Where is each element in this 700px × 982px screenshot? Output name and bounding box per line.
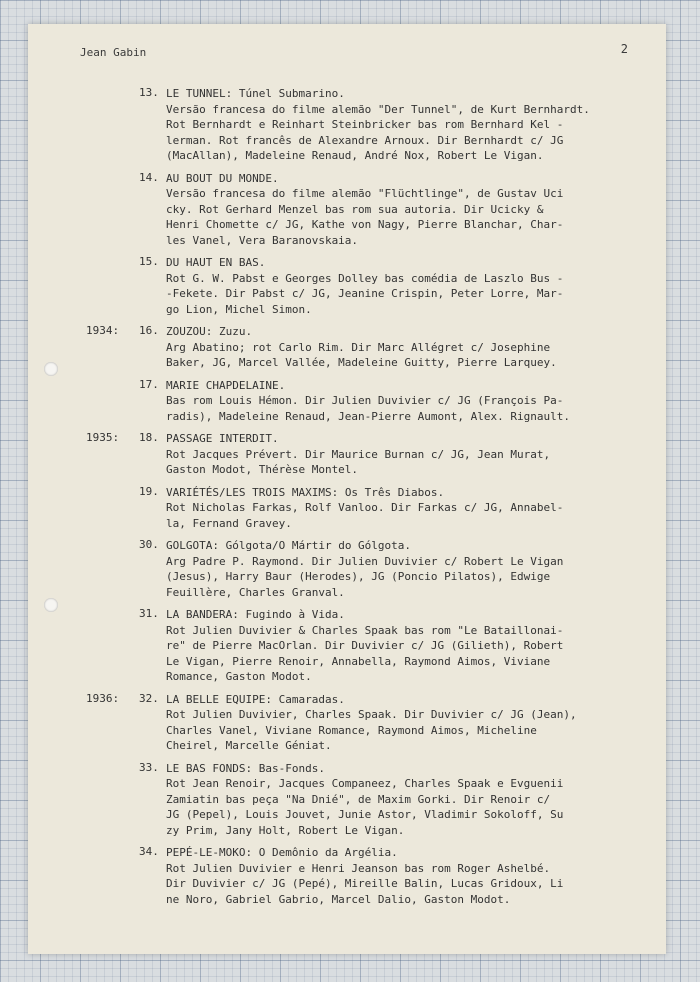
entry-text: Rot Bernhardt e Reinhart Steinbricker bas rom Bernhard Kel - [166, 118, 564, 131]
entry-line [166, 607, 648, 623]
entry-text: Rot G. W. Pabst e Georges Dolley bas comédia de Laszlo Bus - [166, 271, 564, 285]
film-title: PEPÉ-LE-MOKO: [166, 846, 253, 859]
entry-line [166, 876, 648, 892]
entry-text: Cheirel, Marcelle Géniat. [166, 739, 332, 752]
film-translation: Zuzu. [218, 325, 253, 338]
film-title: GOLGOTA: [166, 539, 219, 552]
entry-text: ne Noro, Gabriel Gabrio, Marcel Dalio, Gaston Modot. [166, 892, 511, 906]
entry-line [166, 792, 648, 808]
entry-text: Rot Julien Duvivier & Charles Spaak bas rom "Le Bataillonai- [166, 623, 564, 637]
film-title: AU BOUT DU MONDE. [166, 171, 279, 185]
document-sheet [28, 24, 666, 954]
entry-text: Rot Jean Renoir, Jacques Companeez, Charles Spaak e Evguenii [166, 777, 564, 790]
entry-line [166, 861, 648, 877]
entry-body [166, 761, 648, 839]
entry-line [166, 302, 648, 318]
entry-body [166, 86, 648, 164]
film-title: DU HAUT EN BAS. [166, 256, 266, 269]
entry-text: Rot Jacques Prévert. Dir Maurice Burnan c/ JG, Jean Murat, [166, 447, 551, 461]
film-title: ZOUZOU: [166, 325, 213, 338]
entry-line [166, 186, 648, 202]
entry-text: la, Fernand Gravey. [166, 516, 292, 530]
entry-text: Rot Julien Duvivier, Charles Spaak. Dir Duvivier c/ JG (Jean), [166, 708, 577, 721]
entry-line [166, 707, 648, 723]
film-entry [28, 324, 666, 371]
entry-text: (Jesus), Harry Baur (Herodes), JG (Poncio Pilatos), Edwige [166, 570, 551, 583]
entry-line [166, 638, 648, 654]
entry-number: 15. [139, 255, 159, 268]
film-entry [28, 538, 666, 600]
entry-line [166, 286, 648, 302]
film-title: LE TUNNEL: [166, 87, 233, 100]
entry-body [166, 485, 648, 532]
entry-year: 1935: [86, 431, 120, 444]
entry-body [166, 255, 648, 317]
entry-line [166, 845, 648, 861]
film-entry [28, 761, 666, 839]
film-title: LA BELLE EQUIPE: [166, 692, 272, 706]
entry-line [166, 654, 648, 670]
film-title: VARIÉTÉS/LES TROIS MAXIMS: [166, 485, 339, 499]
entry-number: 31. [139, 607, 159, 620]
film-translation: Os Três Diabos. [344, 485, 445, 499]
entry-line [166, 554, 648, 570]
film-translation: Gólgota/O Mártir do Gólgota. [225, 539, 412, 552]
entry-text: lerman. Rot francês de Alexandre Arnoux. Dir Bernhardt c/ JG [166, 133, 564, 147]
entry-line [166, 148, 648, 164]
entry-line [166, 171, 648, 187]
entry-line [166, 102, 648, 118]
page-number: 2 [620, 42, 628, 56]
entry-text: Dir Duvivier c/ JG (Pepé), Mireille Balin, Lucas Gridoux, Li [166, 877, 564, 890]
entry-line [166, 823, 648, 839]
entry-text: go Lion, Michel Simon. [166, 302, 312, 316]
entry-line [166, 271, 648, 287]
entry-body [166, 607, 648, 685]
entry-text: Versão francesa do filme alemão "Der Tunnel", de Kurt Bernhardt. [166, 102, 590, 116]
entry-text: Baker, JG, Marcel Vallée, Madeleine Guitty, Pierre Larquey. [166, 356, 557, 369]
entry-line [166, 669, 648, 685]
entry-line [166, 692, 648, 708]
film-translation: Túnel Submarino. [238, 87, 345, 100]
entry-number: 32. [139, 691, 159, 705]
entry-year: 1936: [86, 691, 120, 705]
entry-line [166, 538, 648, 554]
entry-text: Feuillère, Charles Granval. [166, 585, 345, 599]
entry-line [166, 217, 648, 233]
entry-line [166, 723, 648, 739]
entry-text: Rot Nicholas Farkas, Rolf Vanloo. Dir Farkas c/ JG, Annabel- [166, 501, 564, 514]
entry-line [166, 462, 648, 478]
entry-line [166, 761, 648, 777]
entry-body [166, 324, 648, 371]
entry-number: 16. [139, 324, 159, 337]
entry-text: Arg Abatino; rot Carlo Rim. Dir Marc Allégret c/ Josephine [166, 340, 551, 354]
entry-number: 19. [139, 484, 159, 498]
filmography-list [28, 86, 666, 914]
entry-text: re" de Pierre MacOrlan. Dir Duvivier c/ JG (Gilieth), Robert [166, 639, 564, 652]
entry-number: 13. [139, 86, 159, 99]
entry-year: 1934: [86, 324, 120, 337]
film-title: LA BANDERA: [166, 608, 239, 621]
film-title: MARIE CHAPDELAINE. [166, 378, 286, 392]
entry-body [166, 538, 648, 600]
film-title: LE BAS FONDS: [166, 761, 253, 775]
entry-number: 34. [139, 845, 159, 858]
entry-line [166, 324, 648, 340]
entry-line [166, 892, 648, 908]
entry-line [166, 86, 648, 102]
entry-line [166, 516, 648, 532]
entry-text: Arg Padre P. Raymond. Dir Julien Duvivier c/ Robert Le Vigan [166, 554, 564, 568]
film-entry [28, 255, 666, 317]
film-translation: O Demônio da Argélia. [258, 846, 398, 859]
film-entry [28, 431, 666, 478]
entry-body [166, 431, 648, 478]
entry-line [166, 233, 648, 249]
film-entry [28, 607, 666, 685]
film-entry [28, 485, 666, 532]
entry-line [166, 378, 648, 394]
entry-text: Zamiatin bas peça "Na Dnié", de Maxim Gorki. Dir Renoir c/ [166, 792, 551, 806]
film-entry [28, 378, 666, 425]
film-entry [28, 86, 666, 164]
entry-number: 18. [139, 431, 159, 444]
film-translation: Bas-Fonds. [258, 761, 325, 775]
entry-text: -Fekete. Dir Pabst c/ JG, Jeanine Crispin, Peter Lorre, Mar- [166, 287, 564, 300]
entry-line [166, 500, 648, 516]
entry-number: 14. [139, 170, 159, 184]
entry-line [166, 776, 648, 792]
film-entry [28, 845, 666, 907]
entry-line [166, 133, 648, 149]
entry-line [166, 117, 648, 133]
entry-text: Versão francesa do filme alemão "Flüchtlinge", de Gustav Uci [166, 187, 564, 200]
entry-number: 30. [139, 538, 159, 551]
entry-body [166, 378, 648, 425]
entry-line [166, 355, 648, 371]
entry-line [166, 255, 648, 271]
entry-text: Rot Julien Duvivier e Henri Jeanson bas rom Roger Ashelbé. [166, 861, 551, 875]
entry-line [166, 409, 648, 425]
header-name: Jean Gabin [80, 46, 147, 59]
entry-body [166, 692, 648, 754]
entry-text: les Vanel, Vera Baranovskaia. [166, 233, 359, 247]
entry-text: zy Prim, Jany Holt, Robert Le Vigan. [166, 823, 405, 837]
entry-text: Gaston Modot, Thérèse Montel. [166, 463, 359, 476]
film-entry [28, 171, 666, 249]
entry-line [166, 202, 648, 218]
entry-number: 33. [139, 760, 159, 774]
film-entry [28, 692, 666, 754]
entry-text: Charles Vanel, Viviane Romance, Raymond Aimos, Micheline [166, 723, 537, 737]
entry-line [166, 569, 648, 585]
entry-text: radis), Madeleine Renaud, Jean-Pierre Aumont, Alex. Rignault. [166, 409, 570, 423]
film-translation: Camaradas. [278, 692, 345, 706]
film-translation: Fugindo à Vida. [245, 608, 345, 621]
entry-number: 17. [139, 377, 159, 391]
entry-line [166, 585, 648, 601]
entry-line [166, 738, 648, 754]
entry-text: Bas rom Louis Hémon. Dir Julien Duvivier c/ JG (François Pa- [166, 394, 564, 407]
entry-text: Romance, Gaston Modot. [166, 670, 312, 683]
entry-line [166, 447, 648, 463]
film-title: PASSAGE INTERDIT. [166, 432, 279, 445]
entry-text: JG (Pepel), Louis Jouvet, Junie Astor, Vladimir Sokoloff, Su [166, 808, 564, 821]
entry-text: (MacAllan), Madeleine Renaud, André Nox, Robert Le Vigan. [166, 149, 544, 162]
entry-line [166, 485, 648, 501]
entry-line [166, 431, 648, 447]
entry-text: Le Vigan, Pierre Renoir, Annabella, Raymond Aimos, Viviane [166, 654, 551, 668]
entry-line [166, 393, 648, 409]
entry-line [166, 623, 648, 639]
entry-body [166, 171, 648, 249]
entry-text: Henri Chomette c/ JG, Kathe von Nagy, Pierre Blanchar, Char- [166, 218, 564, 231]
entry-line [166, 807, 648, 823]
entry-body [166, 845, 648, 907]
entry-line [166, 340, 648, 356]
entry-text: cky. Rot Gerhard Menzel bas rom sua autoria. Dir Ucicky & [166, 202, 544, 216]
